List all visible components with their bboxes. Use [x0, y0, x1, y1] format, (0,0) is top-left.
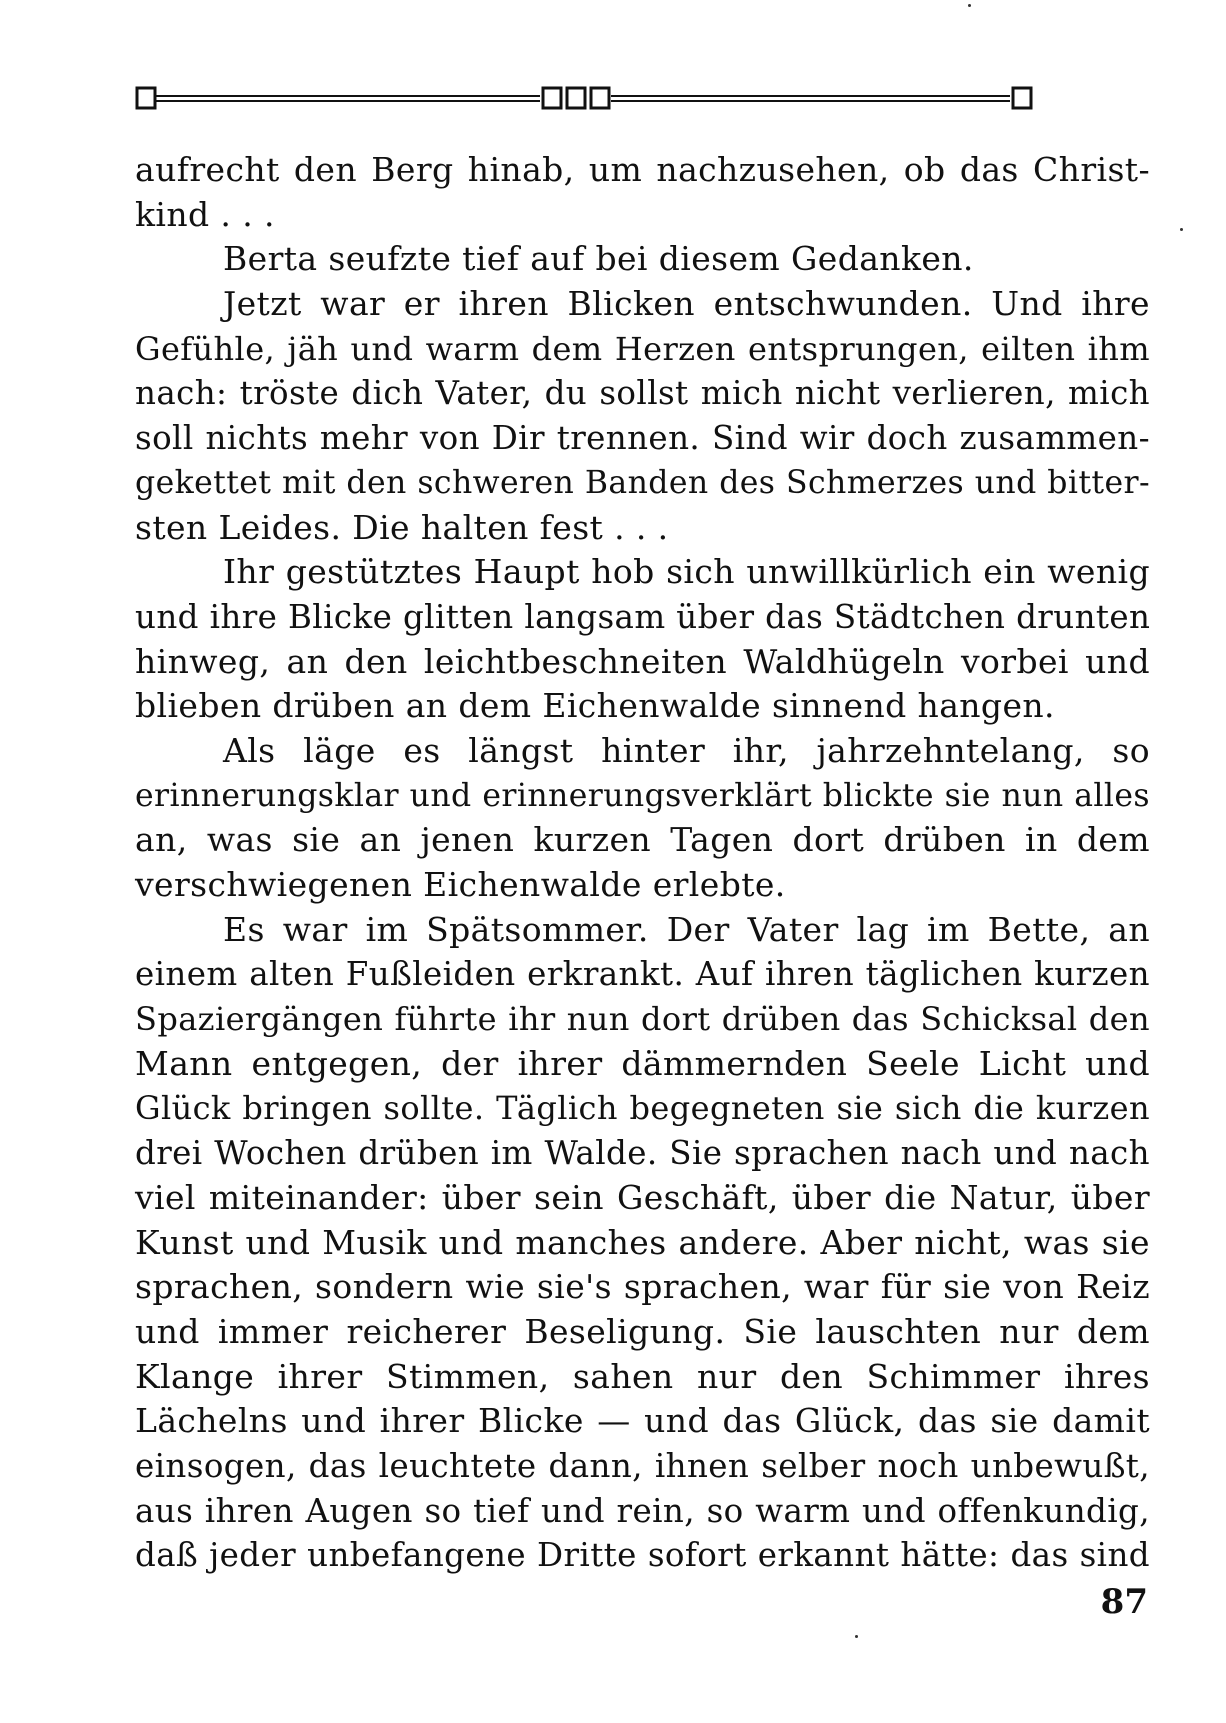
text-line: drei Wochen drüben im Walde. Sie sprachen nach und nach: [135, 1134, 1150, 1173]
text-line: Glück bringen sollte. Täglich begegneten sie sich die kurzen: [135, 1089, 1150, 1128]
text-line: einem alten Fußleiden erkrankt. Auf ihren täglichen kurzen: [135, 955, 1150, 994]
text-line: an, was sie an jenen kurzen Tagen dort drüben in dem: [135, 820, 1150, 860]
text-line: einsogen, das leuchtete dann, ihnen selber noch unbewußt,: [135, 1446, 1150, 1485]
text-line: hinweg, an den leichtbeschneiten Waldhügeln vorbei und: [135, 641, 1150, 681]
text-line: und ihre Blicke glitten langsam über das Städtchen drunten: [135, 597, 1151, 636]
text-line: Lächelns und ihrer Blicke — und das Glück, das sie damit: [135, 1401, 1150, 1441]
text-line: viel miteinander: über sein Geschäft, über die Natur, über: [135, 1177, 1150, 1217]
text-line: erinnerungsklar und erinnerungsverklärt blickte sie nun alles: [135, 777, 1150, 814]
text-line: Gefühle, jäh und warm dem Herzen entsprungen, eilten ihm: [135, 329, 1150, 368]
text-line: Klange ihrer Stimmen, sahen nur den Schimmer ihres: [135, 1356, 1150, 1396]
print-speck: [1180, 228, 1183, 231]
text-line: Jetzt war er ihren Blicken entschwunden. Und ihre: [223, 284, 1150, 324]
text-line: kind . . .: [135, 194, 275, 234]
text-line: Mann entgegen, der ihrer dämmernden Seele Licht und: [135, 1043, 1150, 1083]
text-line: Kunst und Musik und manches andere. Aber nicht, was sie: [135, 1222, 1150, 1262]
text-line: Ihr gestütztes Haupt hob sich unwillkürlich ein wenig: [223, 552, 1150, 592]
text-line: gekettet mit den schweren Banden des Schmerzes und bitter-: [135, 464, 1150, 501]
text-line: Es war im Spätsommer. Der Vater lag im Bette, an: [223, 909, 1150, 949]
body-text: [135, 148, 1150, 1578]
text-line: sten Leides. Die halten fest . . .: [135, 507, 669, 547]
header-ornament-rule: [135, 84, 1150, 114]
page-number: 87: [1100, 1582, 1148, 1622]
text-line: aufrecht den Berg hinab, um nachzusehen, ob das Christ-: [135, 150, 1150, 189]
text-line: soll nichts mehr von Dir trennen. Sind wir doch zusammen-: [135, 419, 1150, 458]
text-line: Berta seufzte tief auf bei diesem Gedanken.: [223, 239, 974, 279]
text-line: nach: tröste dich Vater, du sollst mich nicht verlieren, mich: [135, 374, 1150, 413]
text-line: blieben drüben an dem Eichenwalde sinnend hangen.: [135, 686, 1055, 726]
text-line: Spaziergängen führte ihr nun dort drüben das Schicksal den: [135, 1000, 1150, 1039]
text-line: und immer reicherer Beseligung. Sie lauschten nur dem: [135, 1311, 1150, 1351]
text-line: aus ihren Augen so tief und rein, so warm und offenkundig,: [135, 1491, 1150, 1530]
text-line: verschwiegenen Eichenwalde erlebte.: [135, 865, 786, 904]
text-line: sprachen, sondern wie sie's sprachen, war für sie von Reiz: [135, 1267, 1150, 1307]
print-speck: [855, 1635, 858, 1638]
text-line: daß jeder unbefangene Dritte sofort erkannt hätte: das sind: [135, 1536, 1150, 1575]
print-speck: [968, 4, 971, 7]
text-line: Als läge es längst hinter ihr, jahrzehntelang, so: [223, 730, 1150, 770]
